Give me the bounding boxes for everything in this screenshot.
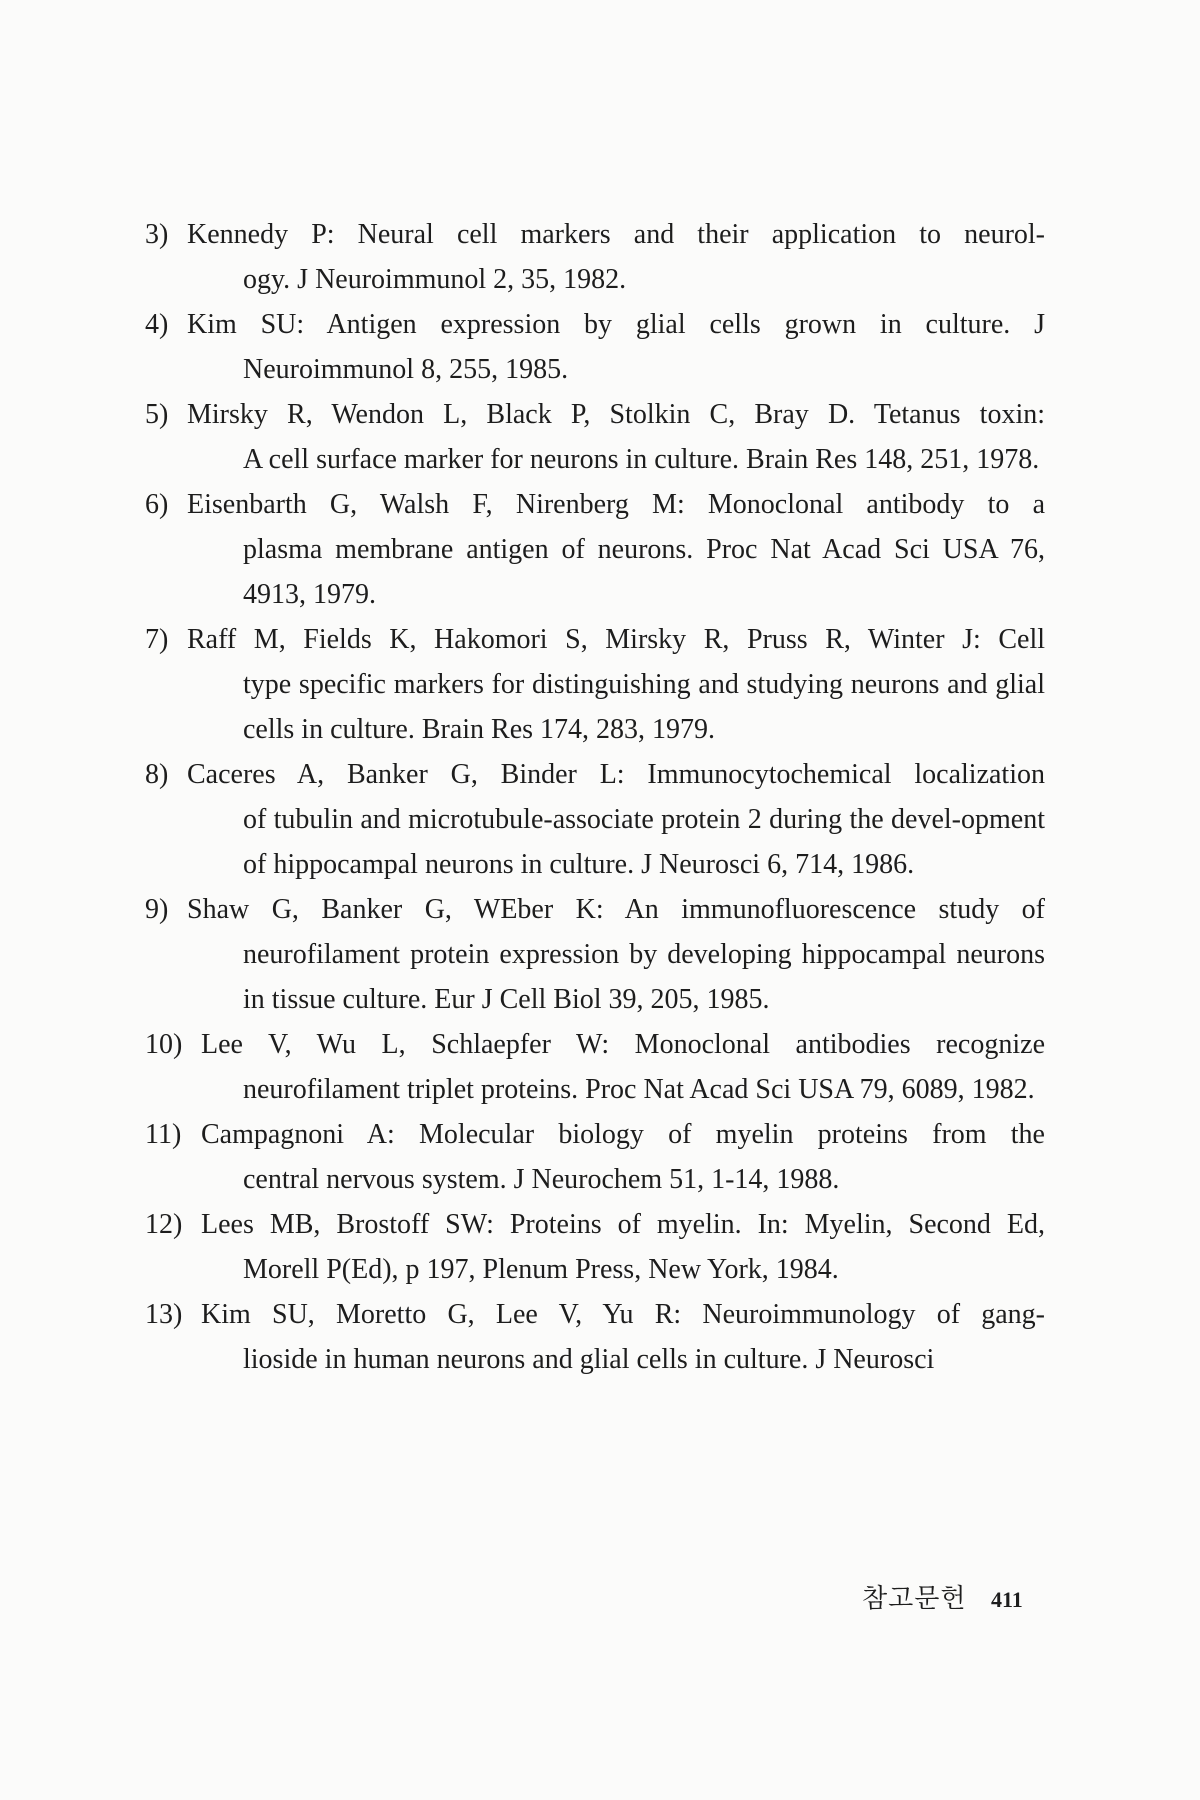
reference-continuation: A cell surface marker for neurons in culture. Brain Res 148, 251, 1978. bbox=[243, 444, 1040, 475]
reference-continuation: neurofilament triplet proteins. Proc Nat Acad Sci USA 79, 6089, 1982. bbox=[243, 1074, 1035, 1105]
reference-first-line: Shaw G, Banker G, WEber K: An immunofluorescence study of bbox=[187, 894, 1045, 925]
reference-first-line: Mirsky R, Wendon L, Black P, Stolkin C, Bray D. Tetanus toxin: bbox=[187, 399, 1045, 430]
reference-continuation: central nervous system. J Neurochem 51, 1-14, 1988. bbox=[243, 1164, 840, 1195]
reference-list bbox=[145, 212, 1045, 1382]
reference-item bbox=[145, 302, 1045, 392]
reference-number: 12) bbox=[145, 1209, 183, 1240]
reference-item bbox=[145, 1112, 1045, 1202]
page-number: 411 bbox=[990, 1587, 1023, 1612]
reference-item bbox=[145, 1022, 1045, 1112]
reference-continuation: ogy. J Neuroimmunol 2, 35, 1982. bbox=[243, 264, 627, 295]
reference-number: 3) bbox=[145, 219, 169, 250]
reference-number: 13) bbox=[145, 1299, 183, 1330]
reference-first-line: Campagnoni A: Molecular biology of myelin proteins from the bbox=[201, 1119, 1045, 1150]
reference-item bbox=[145, 482, 1045, 617]
reference-first-line: Eisenbarth G, Walsh F, Nirenberg M: Monoclonal antibody to a bbox=[187, 489, 1045, 520]
reference-item bbox=[145, 887, 1045, 1022]
reference-continuation: Neuroimmunol 8, 255, 1985. bbox=[243, 354, 569, 385]
reference-continuation: neurofilament protein expression by developing hippocampal neurons in tissue culture. Eur J Cell Biol 39, 205, 1985. bbox=[243, 939, 1045, 1015]
reference-item bbox=[145, 617, 1045, 752]
reference-first-line: Kim SU: Antigen expression by glial cells grown in culture. J bbox=[187, 309, 1045, 340]
reference-item bbox=[145, 752, 1045, 887]
reference-continuation: Morell P(Ed), p 197, Plenum Press, New York, 1984. bbox=[243, 1254, 839, 1285]
section-title: 참고문헌 bbox=[862, 1584, 967, 1613]
reference-continuation: plasma membrane antigen of neurons. Proc Nat Acad Sci USA 76, 4913, 1979. bbox=[243, 534, 1045, 610]
reference-item bbox=[145, 392, 1045, 482]
reference-number: 6) bbox=[145, 489, 169, 520]
reference-number: 4) bbox=[145, 309, 169, 340]
reference-first-line: Caceres A, Banker G, Binder L: Immunocytochemical localization bbox=[187, 759, 1045, 790]
reference-number: 9) bbox=[145, 894, 169, 925]
reference-item bbox=[145, 1292, 1045, 1382]
reference-first-line: Lees MB, Brostoff SW: Proteins of myelin. In: Myelin, Second Ed, bbox=[201, 1209, 1045, 1240]
reference-number: 7) bbox=[145, 624, 169, 655]
reference-first-line: Lee V, Wu L, Schlaepfer W: Monoclonal antibodies recognize bbox=[201, 1029, 1045, 1060]
reference-first-line: Kim SU, Moretto G, Lee V, Yu R: Neuroimmunology of gang- bbox=[201, 1299, 1045, 1330]
reference-first-line: Kennedy P: Neural cell markers and their application to neurol- bbox=[187, 219, 1045, 250]
reference-item bbox=[145, 212, 1045, 302]
page-footer bbox=[862, 1578, 1023, 1615]
reference-continuation: type specific markers for distinguishing and studying neurons and glial cells in culture. Brain Res 174, 283, 1979. bbox=[243, 669, 1045, 745]
reference-item bbox=[145, 1202, 1045, 1292]
reference-number: 11) bbox=[145, 1119, 182, 1150]
reference-first-line: Raff M, Fields K, Hakomori S, Mirsky R, Pruss R, Winter J: Cell bbox=[187, 624, 1045, 655]
reference-number: 5) bbox=[145, 399, 169, 430]
reference-continuation: lioside in human neurons and glial cells in culture. J Neurosci bbox=[243, 1344, 935, 1375]
reference-continuation: of tubulin and microtubule-associate protein 2 during the devel-opment of hippocampal neurons in culture. J Neurosci 6, 714, 1986. bbox=[243, 804, 1045, 880]
reference-number: 10) bbox=[145, 1029, 183, 1060]
reference-number: 8) bbox=[145, 759, 169, 790]
